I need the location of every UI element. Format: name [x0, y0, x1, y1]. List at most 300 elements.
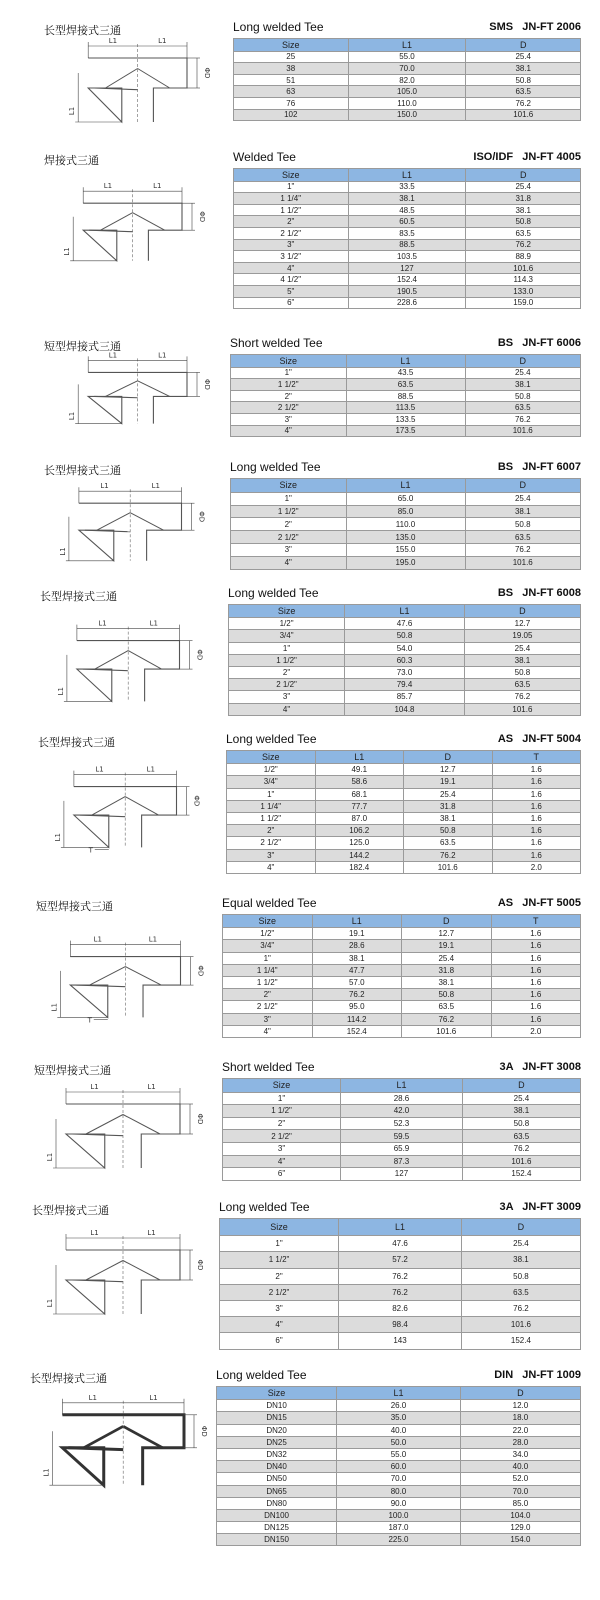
table-cell: 63 — [234, 86, 349, 98]
l1-label-left: L1 — [90, 1229, 99, 1237]
table-row — [220, 1317, 581, 1333]
table-cell: 40.0 — [337, 1424, 461, 1436]
table-cell: 3" — [231, 543, 347, 556]
table-cell: 48.5 — [348, 204, 466, 216]
table-cell: 85.0 — [460, 1497, 580, 1509]
table-cell: 129.0 — [460, 1522, 580, 1534]
table-row — [220, 1252, 581, 1268]
table-cell: 1/2" — [223, 928, 313, 940]
table-cell: 38.1 — [461, 1252, 580, 1268]
table-cell: 1.6 — [491, 940, 581, 952]
table-row — [231, 413, 581, 425]
tee-crotch-right — [123, 1426, 163, 1447]
table-header-row — [217, 1387, 581, 1400]
table-header-row — [223, 1079, 581, 1093]
table-cell: 50.8 — [462, 1117, 580, 1130]
table-cell: 40.0 — [460, 1461, 580, 1473]
standard-code: AS JN-FT 5004 — [497, 733, 581, 745]
table-cell: 1" — [229, 642, 345, 654]
l1-label-left: L1 — [95, 765, 104, 774]
table-cell: 12.7 — [464, 618, 580, 630]
spec-table — [233, 38, 581, 121]
table-cell: 4" — [229, 703, 345, 715]
table-cell: 19.1 — [312, 928, 402, 940]
table-cell: 1/2" — [227, 764, 316, 776]
table-cell: 113.5 — [346, 402, 465, 414]
column-header: Size — [229, 605, 345, 618]
table-cell: 6" — [220, 1333, 339, 1349]
column-header: L1 — [337, 1387, 461, 1400]
product-name: Long welded Tee — [228, 586, 319, 600]
t-label: T — [87, 1016, 92, 1025]
column-header: L1 — [315, 751, 404, 764]
table-cell: 38.1 — [465, 505, 581, 518]
column-header: D — [465, 355, 581, 368]
table-row — [231, 492, 581, 505]
product-name: Short welded Tee — [230, 336, 323, 350]
l1-label-left: L1 — [90, 1083, 99, 1091]
table-cell: 79.4 — [345, 679, 465, 691]
table-cell: 88.5 — [346, 390, 465, 402]
tee-inner-left — [85, 530, 130, 532]
table-row — [227, 800, 581, 812]
table-cell: 77.7 — [315, 800, 404, 812]
l1-label-vertical: L1 — [46, 1298, 54, 1308]
tee-crotch-right — [123, 1115, 160, 1135]
table-cell: 54.0 — [345, 642, 465, 654]
table-cell: 31.8 — [466, 193, 581, 205]
table-cell: 104.0 — [460, 1509, 580, 1521]
chinese-title: 短型焊接式三通 — [44, 340, 121, 353]
table-cell: 76.2 — [464, 691, 580, 703]
table-cell: 1 1/4" — [227, 800, 316, 812]
table-cell: 2 1/2" — [234, 227, 349, 239]
table-row — [217, 1412, 581, 1424]
tee-crotch-left — [100, 213, 132, 231]
table-cell: 133.0 — [466, 285, 581, 297]
table-cell: 187.0 — [337, 1522, 461, 1534]
table-cell: 76.2 — [402, 1013, 492, 1025]
product-name: Long welded Tee — [219, 1200, 310, 1214]
table-row — [227, 812, 581, 824]
chinese-title: 短型焊接式三通 — [34, 1064, 111, 1077]
table-row — [220, 1284, 581, 1300]
table-cell: 19.1 — [404, 776, 493, 788]
table-cell: 101.6 — [461, 1317, 580, 1333]
product-name: Equal welded Tee — [222, 896, 317, 910]
table-cell: 2" — [229, 666, 345, 678]
table-row — [234, 297, 581, 309]
table-cell: 12.7 — [404, 764, 493, 776]
table-cell: 76.2 — [465, 413, 581, 425]
standard-code: SMS JN-FT 2006 — [489, 21, 581, 33]
column-header: L1 — [339, 1219, 462, 1236]
table-row — [223, 940, 581, 952]
table-cell: 76.2 — [339, 1268, 462, 1284]
table-row — [223, 1105, 581, 1118]
table-cell: 42.0 — [341, 1105, 463, 1118]
table-row — [234, 274, 581, 286]
spec-table-box — [230, 460, 581, 570]
chinese-title: 长型焊接式三通 — [40, 590, 117, 603]
table-cell: 98.4 — [339, 1317, 462, 1333]
table-cell: 5" — [234, 285, 349, 297]
table-header-row — [220, 1219, 581, 1236]
tee-crotch-left — [95, 651, 128, 670]
tee-crotch-right — [128, 651, 161, 670]
spec-table — [228, 604, 581, 716]
table-cell: 60.0 — [337, 1461, 461, 1473]
table-title-line — [230, 336, 581, 354]
table-row — [223, 964, 581, 976]
table-cell: 152.4 — [461, 1333, 580, 1349]
table-cell: 50.8 — [402, 989, 492, 1001]
standard-code: 3A JN-FT 3009 — [499, 1201, 581, 1213]
tee-drawing-box — [56, 614, 204, 709]
table-row — [231, 390, 581, 402]
d-label: ΦD — [198, 211, 206, 223]
table-cell: 110.0 — [346, 518, 465, 531]
d-label: ΦD — [200, 1425, 208, 1437]
l1-label-right: L1 — [151, 482, 161, 491]
table-cell: 1" — [231, 367, 347, 379]
column-header: Size — [234, 39, 349, 52]
table-row — [217, 1473, 581, 1485]
column-header: D — [466, 169, 581, 182]
table-cell: 1 1/2" — [220, 1252, 339, 1268]
column-header: Size — [220, 1219, 339, 1236]
tee-crotch-left — [105, 381, 137, 397]
table-cell: 173.5 — [346, 425, 465, 437]
table-cell: 103.5 — [348, 251, 466, 263]
table-cell: 1" — [223, 952, 313, 964]
table-header-row — [223, 915, 581, 928]
table-cell: 1.6 — [491, 964, 581, 976]
table-cell: 38.1 — [465, 379, 581, 391]
table-row — [231, 518, 581, 531]
table-row — [229, 630, 581, 642]
table-cell: 12.0 — [460, 1400, 580, 1412]
table-cell: 101.6 — [465, 556, 581, 569]
table-row — [234, 86, 581, 98]
chinese-title: 长型焊接式三通 — [32, 1204, 109, 1217]
table-cell: 26.0 — [337, 1400, 461, 1412]
d-label: ΦD — [192, 795, 201, 807]
table-row — [229, 654, 581, 666]
table-cell: 25.4 — [461, 1236, 580, 1252]
table-cell: 104.8 — [345, 703, 465, 715]
table-row — [223, 976, 581, 988]
table-cell: 50.8 — [465, 518, 581, 531]
table-cell: 3" — [223, 1013, 313, 1025]
table-cell: 31.8 — [402, 964, 492, 976]
table-row — [220, 1236, 581, 1252]
table-title-line — [228, 586, 581, 604]
l1-label-right: L1 — [153, 182, 162, 191]
table-title-line — [230, 460, 581, 478]
table-cell: 63.5 — [464, 679, 580, 691]
table-row — [217, 1436, 581, 1448]
table-row — [234, 63, 581, 75]
table-row — [223, 1092, 581, 1105]
tee-drawing — [63, 178, 206, 268]
table-cell: 225.0 — [337, 1534, 461, 1546]
table-row — [223, 1155, 581, 1168]
column-header: Size — [217, 1387, 337, 1400]
table-cell: 2" — [227, 825, 316, 837]
table-cell: 68.1 — [315, 788, 404, 800]
tee-inner-left — [94, 396, 137, 397]
table-cell: 6" — [223, 1168, 341, 1181]
table-cell: 1" — [234, 181, 349, 193]
table-cell: 4" — [220, 1317, 339, 1333]
table-cell: DN125 — [217, 1522, 337, 1534]
tee-crotch-left — [105, 69, 137, 89]
table-cell: 70.0 — [460, 1485, 580, 1497]
chinese-title: 焊接式三通 — [44, 154, 99, 167]
table-cell: 31.8 — [404, 800, 493, 812]
table-row — [223, 1130, 581, 1143]
table-cell: 1" — [220, 1236, 339, 1252]
column-header: L1 — [348, 39, 466, 52]
d-label: ΦD — [197, 511, 206, 523]
table-cell: 152.4 — [348, 274, 466, 286]
table-cell: 3 1/2" — [234, 251, 349, 263]
product-name: Long welded Tee — [216, 1368, 307, 1382]
l1-label-left: L1 — [108, 351, 118, 360]
spec-table-box — [222, 896, 581, 1038]
table-cell: 1 1/2" — [223, 976, 313, 988]
table-cell: 114.3 — [466, 274, 581, 286]
table-cell: 55.0 — [337, 1448, 461, 1460]
column-header: L1 — [341, 1079, 463, 1093]
table-cell: 1.6 — [491, 952, 581, 964]
table-row — [227, 825, 581, 837]
table-cell: DN150 — [217, 1534, 337, 1546]
product-name: Short welded Tee — [222, 1060, 315, 1074]
table-cell: 76.2 — [461, 1300, 580, 1316]
table-cell: 195.0 — [346, 556, 465, 569]
column-header: L1 — [346, 355, 465, 368]
table-cell: 2" — [231, 518, 347, 531]
table-cell: 50.8 — [404, 825, 493, 837]
table-cell: 38.1 — [462, 1105, 580, 1118]
table-cell: 2 1/2" — [227, 837, 316, 849]
table-cell: 102 — [234, 109, 349, 121]
table-cell: 154.0 — [460, 1534, 580, 1546]
table-cell: 60.5 — [348, 216, 466, 228]
table-row — [229, 642, 581, 654]
table-cell: 1 1/2" — [223, 1105, 341, 1118]
table-cell: 38 — [234, 63, 349, 75]
table-cell: DN50 — [217, 1473, 337, 1485]
spec-table-box — [230, 336, 581, 437]
tee-drawing-box — [68, 30, 211, 130]
table-row — [220, 1333, 581, 1349]
table-header-row — [231, 355, 581, 368]
table-cell: 85.7 — [345, 691, 465, 703]
standard-code: DIN JN-FT 1009 — [494, 1369, 581, 1381]
table-cell: 80.0 — [337, 1485, 461, 1497]
table-row — [229, 618, 581, 630]
table-cell: 1.6 — [492, 800, 581, 812]
table-cell: 25.4 — [464, 642, 580, 654]
table-row — [229, 691, 581, 703]
table-cell: 58.6 — [315, 776, 404, 788]
table-cell: 105.0 — [348, 86, 466, 98]
table-cell: 28.6 — [341, 1092, 463, 1105]
table-cell: 159.0 — [466, 297, 581, 309]
table-cell: 2" — [223, 989, 313, 1001]
spec-table — [230, 354, 581, 437]
d-label: ΦD — [203, 378, 211, 390]
table-cell: 35.0 — [337, 1412, 461, 1424]
tee-crotch-right — [123, 1261, 160, 1281]
table-cell: 76.2 — [462, 1142, 580, 1155]
tee-drawing-box — [68, 350, 211, 430]
tee-crotch-left — [84, 1426, 124, 1447]
table-cell: 63.5 — [404, 837, 493, 849]
column-header: D — [462, 1079, 580, 1093]
table-cell: 25.4 — [465, 492, 581, 505]
table-cell: 3" — [234, 239, 349, 251]
table-cell: 70.0 — [337, 1473, 461, 1485]
table-row — [227, 764, 581, 776]
l1-label-vertical: L1 — [50, 1003, 59, 1012]
table-cell: 85.0 — [346, 505, 465, 518]
l1-label-right: L1 — [158, 37, 167, 45]
table-title-line — [226, 732, 581, 750]
tee-drawing-box — [58, 478, 206, 568]
table-cell: 155.0 — [346, 543, 465, 556]
table-header-row — [231, 479, 581, 493]
table-title-line — [216, 1368, 581, 1386]
l1-label-right: L1 — [146, 765, 156, 774]
table-cell: 127 — [341, 1168, 463, 1181]
table-cell: 101.6 — [466, 109, 581, 121]
column-header: D — [461, 1219, 580, 1236]
table-cell: 101.6 — [465, 425, 581, 437]
column-header: Size — [223, 915, 313, 928]
standard-code: BS JN-FT 6007 — [497, 461, 581, 473]
table-cell: 2" — [231, 390, 347, 402]
table-cell: 76.2 — [312, 989, 402, 1001]
table-cell: 88.9 — [466, 251, 581, 263]
chinese-title: 长型焊接式三通 — [44, 24, 121, 37]
table-row — [234, 74, 581, 86]
table-cell: 50.8 — [465, 390, 581, 402]
table-cell: DN20 — [217, 1424, 337, 1436]
product-name: Welded Tee — [233, 150, 296, 164]
l1-label-vertical: L1 — [56, 687, 65, 696]
table-row — [234, 204, 581, 216]
table-cell: 25.4 — [465, 367, 581, 379]
table-cell: 1.6 — [492, 837, 581, 849]
table-row — [234, 97, 581, 109]
tee-drawing — [45, 1222, 204, 1322]
column-header: L1 — [348, 169, 466, 182]
tee-drawing-box — [45, 1076, 204, 1176]
table-row — [217, 1522, 581, 1534]
table-cell: 3" — [223, 1142, 341, 1155]
table-cell: 1" — [223, 1092, 341, 1105]
table-cell: 38.1 — [312, 952, 402, 964]
table-cell: DN100 — [217, 1509, 337, 1521]
table-cell: 18.0 — [460, 1412, 580, 1424]
product-name: Long welded Tee — [233, 20, 324, 34]
table-cell: 76.2 — [466, 97, 581, 109]
table-cell: 101.6 — [466, 262, 581, 274]
l1-label-vertical: L1 — [68, 411, 77, 421]
table-row — [223, 989, 581, 1001]
table-title-line — [222, 896, 581, 914]
table-row — [220, 1300, 581, 1316]
table-cell: 25.4 — [402, 952, 492, 964]
table-cell: 1.6 — [491, 928, 581, 940]
table-cell: 2 1/2" — [229, 679, 345, 691]
d-label: ΦD — [195, 649, 204, 661]
tee-crotch-right — [125, 797, 158, 816]
table-row — [231, 425, 581, 437]
table-cell: 50.8 — [461, 1268, 580, 1284]
table-cell: 1 1/4" — [234, 193, 349, 205]
table-row — [223, 1013, 581, 1025]
table-cell: 101.6 — [404, 861, 493, 873]
l1-label-right: L1 — [148, 935, 158, 944]
table-cell: 60.3 — [345, 654, 465, 666]
l1-label-right: L1 — [149, 1393, 158, 1402]
table-cell: 4 1/2" — [234, 274, 349, 286]
table-row — [223, 1001, 581, 1013]
spec-table — [230, 478, 581, 570]
spec-table-box — [216, 1368, 581, 1546]
table-cell: 3/4" — [227, 776, 316, 788]
table-cell: 73.0 — [345, 666, 465, 678]
column-header: Size — [234, 169, 349, 182]
spec-table-box — [222, 1060, 581, 1181]
d-label: ΦD — [196, 965, 205, 977]
tee-crotch-left — [86, 1115, 123, 1135]
d-label: ΦD — [196, 1113, 204, 1125]
table-cell: 76.2 — [466, 239, 581, 251]
spec-table — [226, 750, 581, 874]
table-cell: 1.6 — [492, 825, 581, 837]
table-row — [217, 1448, 581, 1460]
table-cell: 3" — [227, 849, 316, 861]
table-cell: 114.2 — [312, 1013, 402, 1025]
column-header: D — [404, 751, 493, 764]
table-header-row — [234, 169, 581, 182]
table-row — [217, 1497, 581, 1509]
table-cell: 19.1 — [402, 940, 492, 952]
table-row — [231, 543, 581, 556]
table-cell: 2" — [234, 216, 349, 228]
table-row — [223, 1142, 581, 1155]
table-row — [231, 402, 581, 414]
table-cell: 76.2 — [465, 543, 581, 556]
table-cell: 1.6 — [491, 1013, 581, 1025]
table-row — [217, 1509, 581, 1521]
standard-code: 3A JN-FT 3008 — [499, 1061, 581, 1073]
table-cell: 65.9 — [341, 1142, 463, 1155]
spec-table-box — [233, 20, 581, 121]
table-header-row — [234, 39, 581, 52]
table-cell: 182.4 — [315, 861, 404, 873]
table-row — [217, 1424, 581, 1436]
table-row — [234, 239, 581, 251]
standard-code: ISO/IDF JN-FT 4005 — [473, 151, 581, 163]
table-cell: 57.0 — [312, 976, 402, 988]
